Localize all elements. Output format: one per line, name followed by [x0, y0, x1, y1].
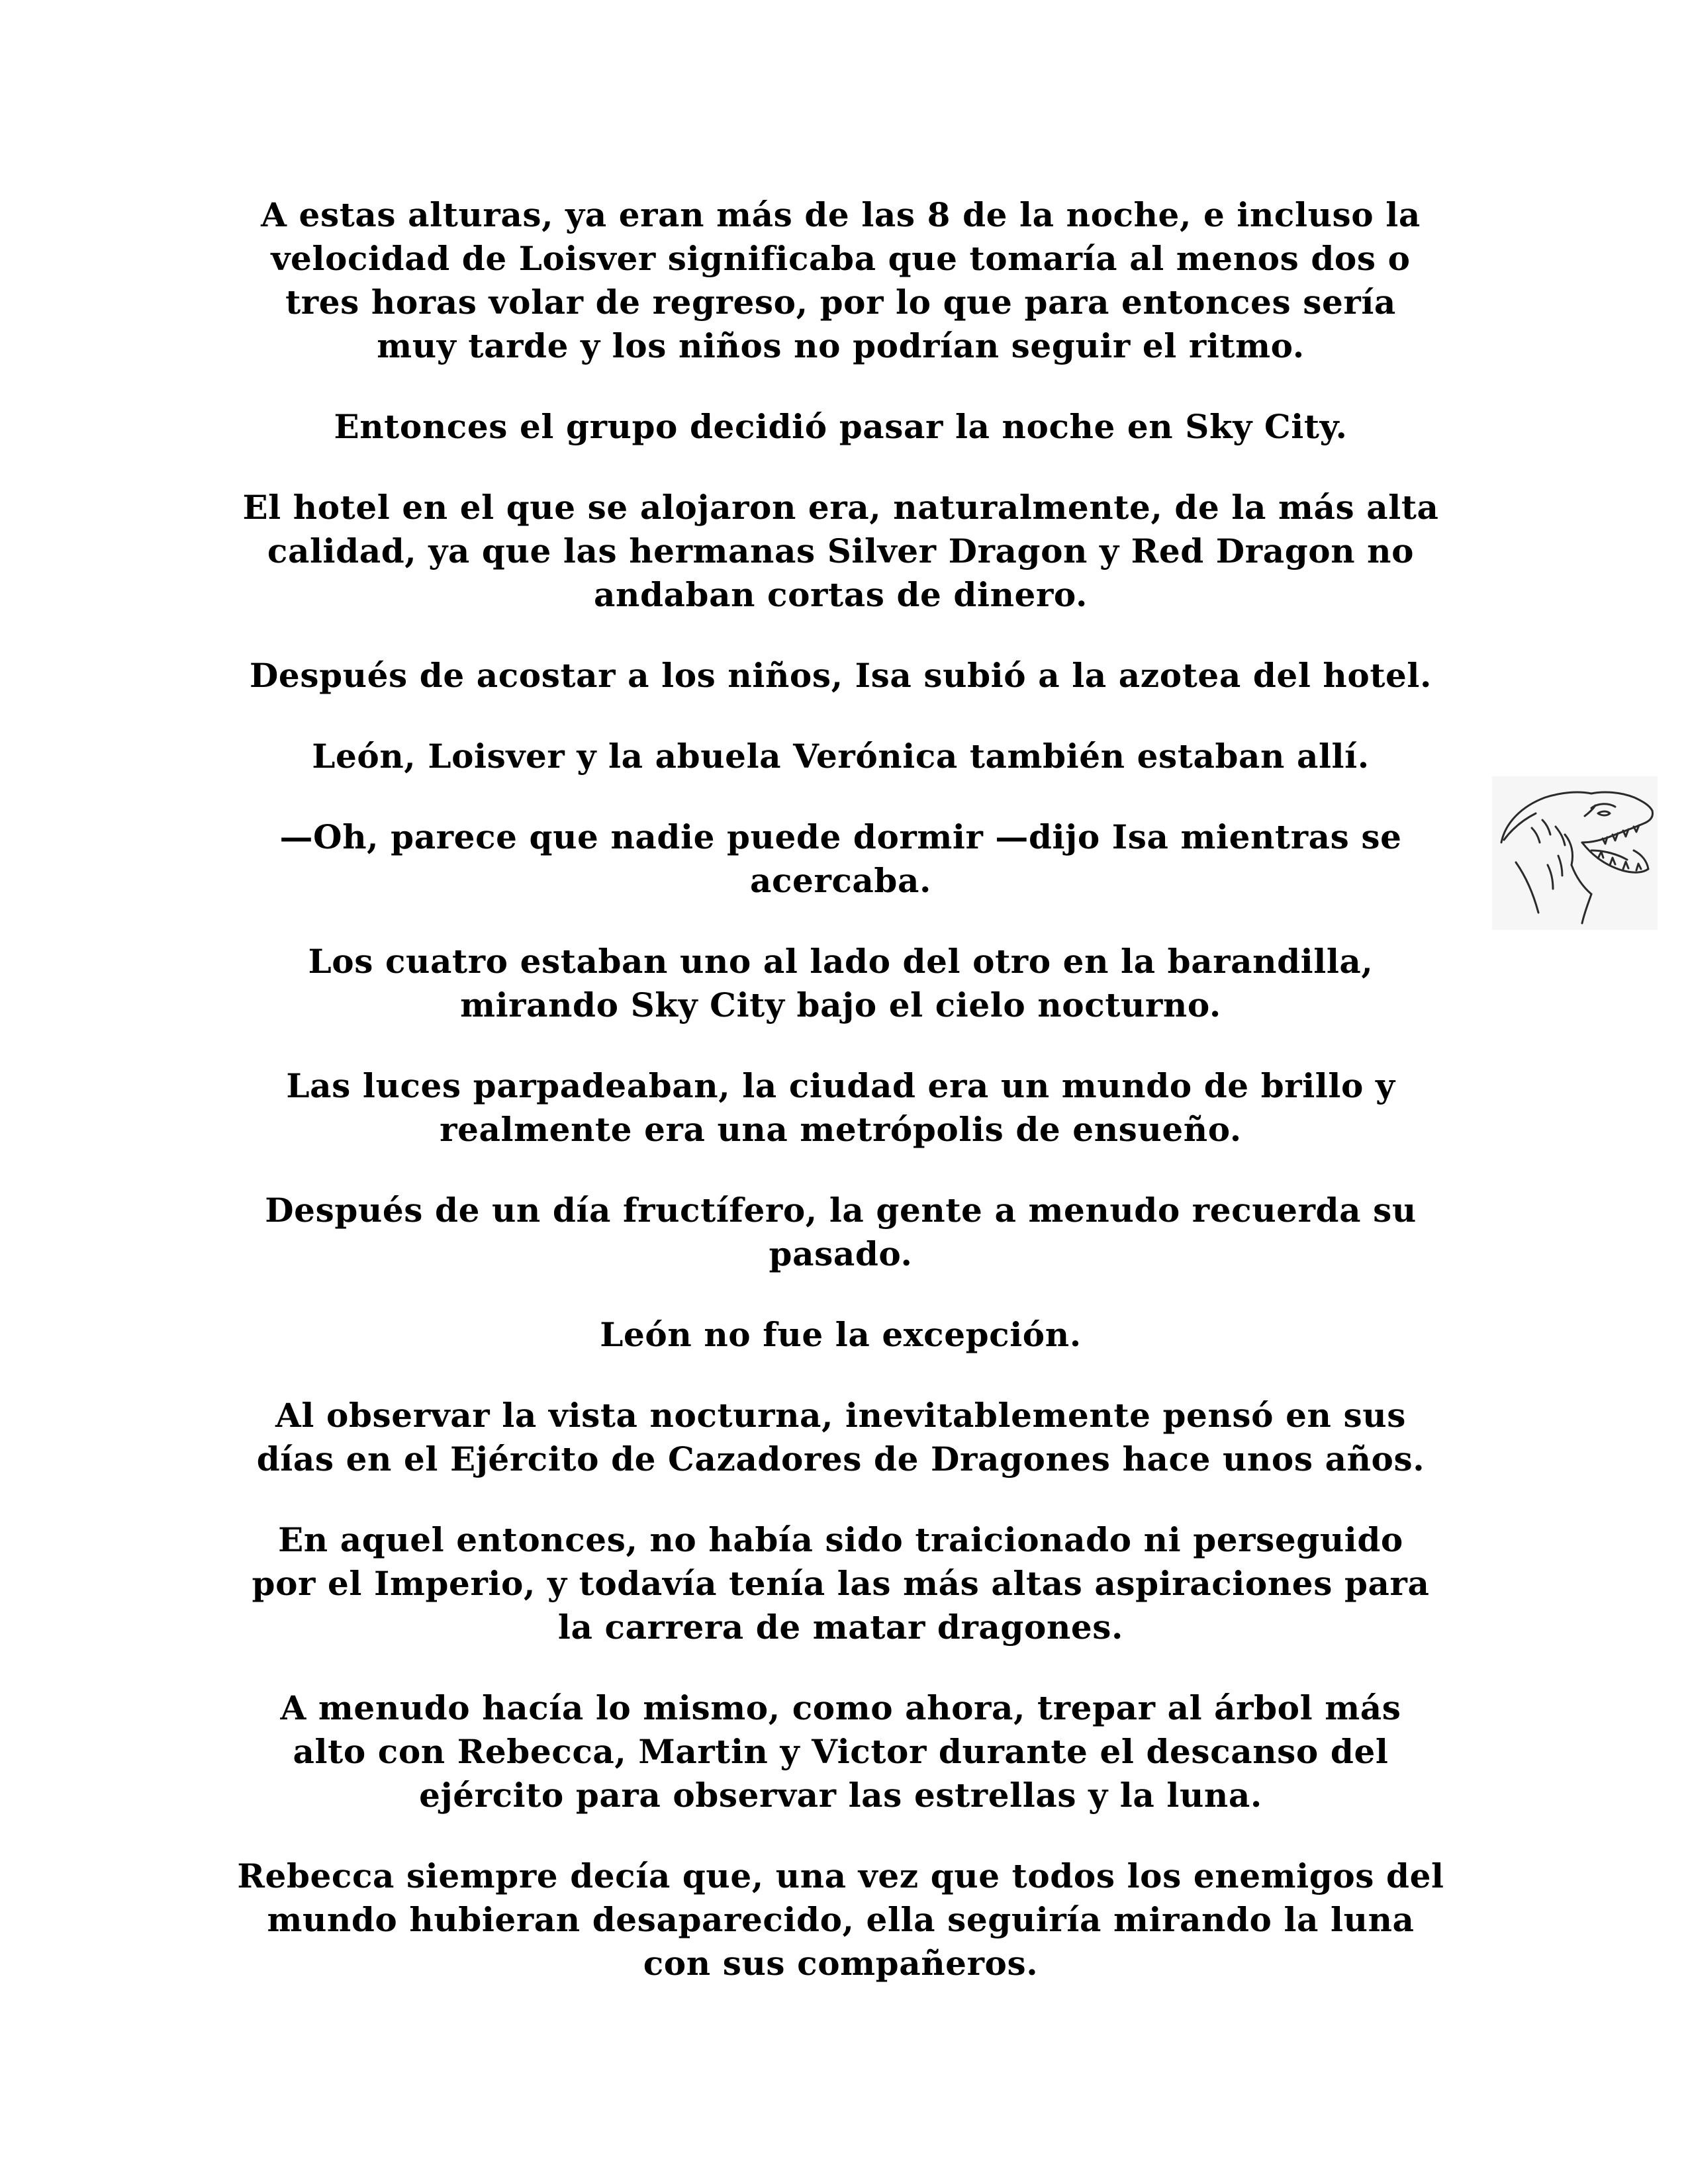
paragraph: [225, 735, 1456, 778]
text-line: acercaba.: [749, 861, 931, 900]
text-line: A estas alturas, ya eran más de las 8 de la noche, e incluso la: [261, 195, 1421, 234]
text-line: León, Loisver y la abuela Verónica también estaban allí.: [312, 737, 1370, 776]
text-line: pasado.: [769, 1234, 913, 1273]
text-line: A menudo hacía lo mismo, como ahora, trepar al árbol más: [280, 1688, 1401, 1727]
text-line: velocidad de Loisver significaba que tomaría al menos dos o: [271, 239, 1411, 278]
text-line: Rebecca siempre decía que, una vez que todos los enemigos del: [237, 1856, 1444, 1895]
text-line: andaban cortas de dinero.: [594, 575, 1088, 614]
text-line: León no fue la excepción.: [600, 1315, 1082, 1354]
text-line: ejército para observar las estrellas y la luna.: [419, 1776, 1262, 1815]
text-line: En aquel entonces, no había sido traicionado ni perseguido: [278, 1520, 1403, 1559]
text-line: tres horas volar de regreso, por lo que para entonces sería: [285, 283, 1396, 322]
paragraph: [225, 1313, 1456, 1357]
paragraph: [225, 1854, 1456, 1985]
paragraph: [225, 1394, 1456, 1481]
paragraph: [225, 1686, 1456, 1817]
text-line: Las luces parpadeaban, la ciudad era un mundo de brillo y: [286, 1066, 1395, 1105]
paragraph: [225, 486, 1456, 617]
text-line: Entonces el grupo decidió pasar la noche en Sky City.: [334, 407, 1348, 446]
paragraph: [225, 1064, 1456, 1152]
text-line: Después de un día fructífero, la gente a menudo recuerda su: [265, 1191, 1417, 1230]
text-line: con sus compañeros.: [643, 1944, 1039, 1983]
text-line: días en el Ejército de Cazadores de Dragones hace unos años.: [256, 1439, 1425, 1479]
paragraph: [225, 1518, 1456, 1649]
paragraph: [225, 405, 1456, 449]
text-line: mundo hubieran desaparecido, ella seguiría mirando la luna: [267, 1900, 1415, 1939]
text-line: calidad, ya que las hermanas Silver Dragon y Red Dragon no: [267, 531, 1415, 570]
text-line: muy tarde y los niños no podrían seguir el ritmo.: [377, 326, 1305, 365]
text-line: mirando Sky City bajo el cielo nocturno.: [460, 985, 1221, 1024]
text-line: Al observar la vista nocturna, inevitablemente pensó en sus: [275, 1396, 1406, 1435]
paragraph: [225, 193, 1456, 368]
paragraph: [225, 940, 1456, 1027]
dinosaur-head-sketch-icon: [1492, 776, 1658, 930]
text-line: la carrera de matar dragones.: [557, 1608, 1124, 1647]
text-line: por el Imperio, y todavía tenía las más altas aspiraciones para: [252, 1564, 1430, 1603]
text-line: Los cuatro estaban uno al lado del otro en la barandilla,: [308, 942, 1374, 981]
paragraph: [225, 654, 1456, 698]
paragraph: [225, 1189, 1456, 1276]
text-line: alto con Rebecca, Martin y Victor durante el descanso del: [293, 1732, 1389, 1771]
text-line: Después de acostar a los niños, Isa subió a la azotea del hotel.: [249, 656, 1432, 695]
text-line: El hotel en el que se alojaron era, naturalmente, de la más alta: [242, 488, 1439, 527]
body-text: [225, 193, 1456, 2023]
text-line: realmente era una metrópolis de ensueño.: [440, 1110, 1242, 1149]
paragraph: [225, 815, 1456, 903]
text-line: —Oh, parece que nadie puede dormir —dijo Isa mientras se: [279, 817, 1402, 856]
